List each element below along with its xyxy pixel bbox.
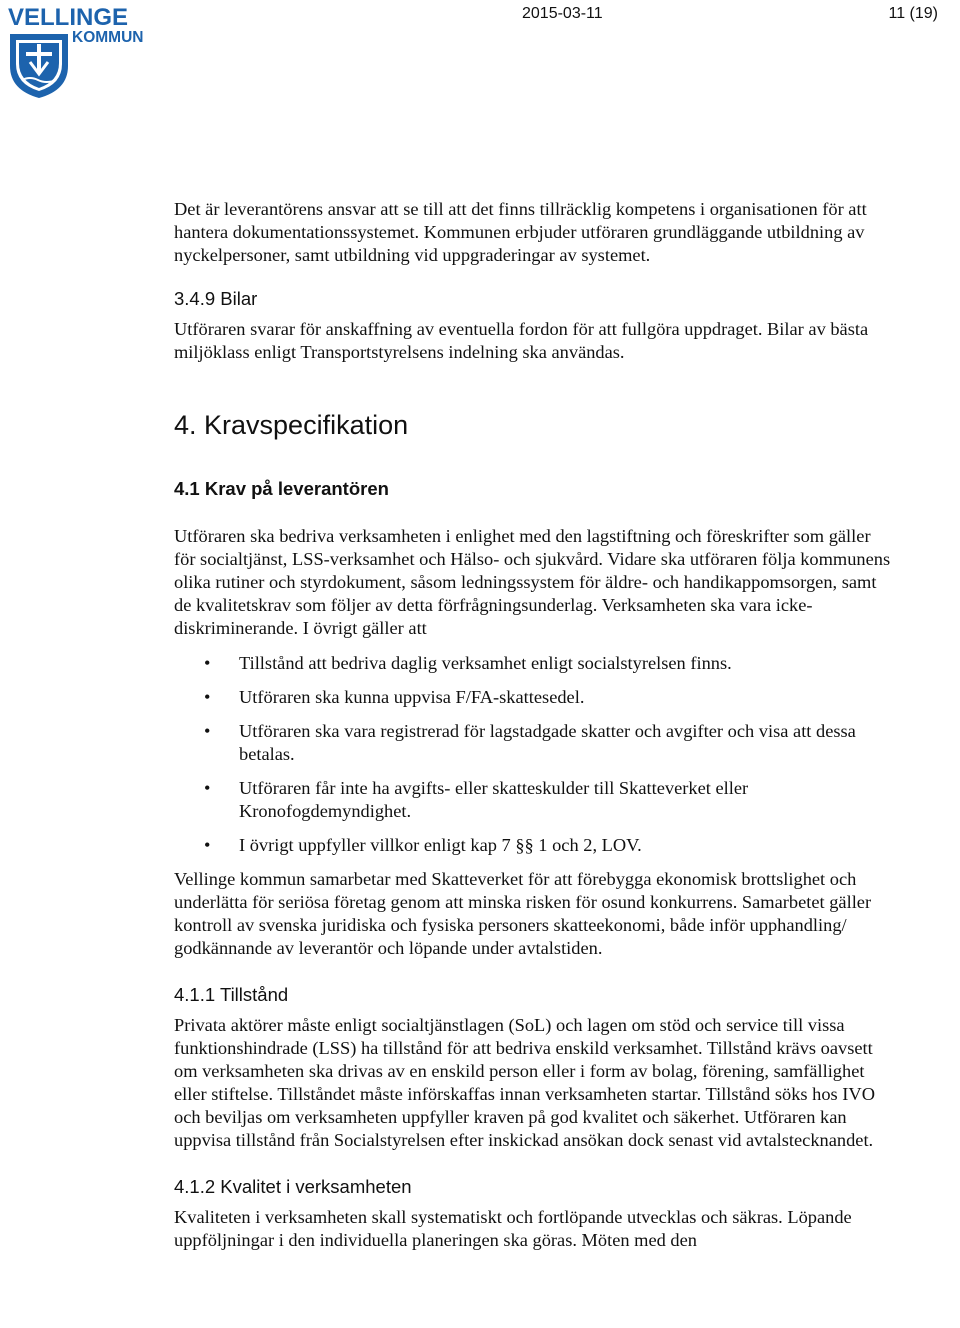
list-item-text: I övrigt uppfyller villkor enligt kap 7 §§ 1 och 2, LOV. xyxy=(239,835,642,855)
document-body xyxy=(174,198,894,1252)
paragraph-skatteverket: Vellinge kommun samarbetar med Skatteverket för att förebygga ekonomisk brottslighet och underlätta för seriösa företag genom att minska risken för osund konkurrens. Samarbetet gäller kontroll av svenska juridiska och fysiska personers skatteekonomi, både inför upphandling/ godkännande av leverantör och löpande under avtalstiden. xyxy=(174,869,872,958)
page-number: 11 (19) xyxy=(888,5,938,22)
list-item-text: Utföraren ska vara registrerad för lagstadgade skatter och avgifter och visa att dessa betalas. xyxy=(239,721,856,764)
bullet-icon: • xyxy=(204,778,211,798)
heading-4-1-2: 4.1.2 Kvalitet i verksamheten xyxy=(174,1176,412,1197)
heading-4-1: 4.1 Krav på leverantören xyxy=(174,478,389,499)
bullet-icon: • xyxy=(204,721,211,741)
vellinge-kommun-logo xyxy=(8,4,168,100)
logo-text-vellinge: VELLINGE xyxy=(8,4,129,31)
heading-3-4-9: 3.4.9 Bilar xyxy=(174,288,258,309)
list-item xyxy=(174,652,894,675)
heading-4-kravspecifikation: 4. Kravspecifikation xyxy=(174,410,409,440)
list-item-text: Tillstånd att bedriva daglig verksamhet enligt socialstyrelsen finns. xyxy=(239,653,732,673)
list-item xyxy=(174,720,894,766)
paragraph-kvalitet: Kvaliteten i verksamheten skall systematiskt och fortlöpande utvecklas och säkras. Löpande uppföljningar i den individuella planeringen ska göras. Möten med den xyxy=(174,1207,852,1250)
document-date: 2015-03-11 xyxy=(522,5,603,22)
logo-text-kommun: KOMMUN xyxy=(72,29,144,46)
bullet-icon: • xyxy=(204,653,211,673)
list-item-text: Utföraren ska kunna uppvisa F/FA-skattesedel. xyxy=(239,687,585,707)
requirements-list xyxy=(174,652,894,857)
paragraph-tillstand: Privata aktörer måste enligt socialtjänstlagen (SoL) och lagen om stöd och service till vissa funktionshindrade (LSS) ha tillstånd för att bedriva enskild verksamhet. Tillstånd krävs oavsett om verksamheten ska drivas av en enskild person eller i form av bolag, förening, samfällighet eller stiftelse. Tillståndet måste införskaffas innan verksamheten startar. Tillstånd söks hos IVO och beviljas om verksamheten uppfyller kraven på god kvalitet och säkerhet. Utföraren kan uppvisa tillstånd från Socialstyrelsen efter inskickad ansökan dock senast vid avtalstecknandet. xyxy=(174,1015,875,1150)
paragraph-krav: Utföraren ska bedriva verksamheten i enlighet med den lagstiftning och föreskrifter som gäller för socialtjänst, LSS-verksamhet och Hälso- och sjukvård. Vidare ska utföraren följa kommunens olika rutiner och styrdokument, såsom ledningssystem för äldre- och handikappomsorgen, samt de kvalitetskrav som följer av detta förfrågningsunderlag. Verksamheten ska vara icke-diskriminerande. I övrigt gäller att xyxy=(174,526,891,638)
list-item xyxy=(174,834,894,857)
paragraph-competence: Det är leverantörens ansvar att se till att det finns tillräcklig kompetens i organisationen för att hantera dokumentationssystemet. Kommunen erbjuder utföraren grundläggande utbildning av nyckelpersoner, samt utbildning vid uppgraderingar av systemet. xyxy=(174,199,867,265)
paragraph-bilar: Utföraren svarar för anskaffning av eventuella fordon för att fullgöra uppdraget. Bilar av bästa miljöklass enligt Transportstyrelsens indelning ska användas. xyxy=(174,319,869,362)
list-item xyxy=(174,777,894,823)
bullet-icon: • xyxy=(204,835,211,855)
heading-4-1-1: 4.1.1 Tillstånd xyxy=(174,984,289,1005)
vellinge-crest-icon xyxy=(10,34,68,98)
page-header xyxy=(0,0,960,110)
bullet-icon: • xyxy=(204,687,211,707)
list-item xyxy=(174,686,894,709)
list-item-text: Utföraren får inte ha avgifts- eller skatteskulder till Skatteverket eller Kronofogdemyndighet. xyxy=(239,778,749,821)
